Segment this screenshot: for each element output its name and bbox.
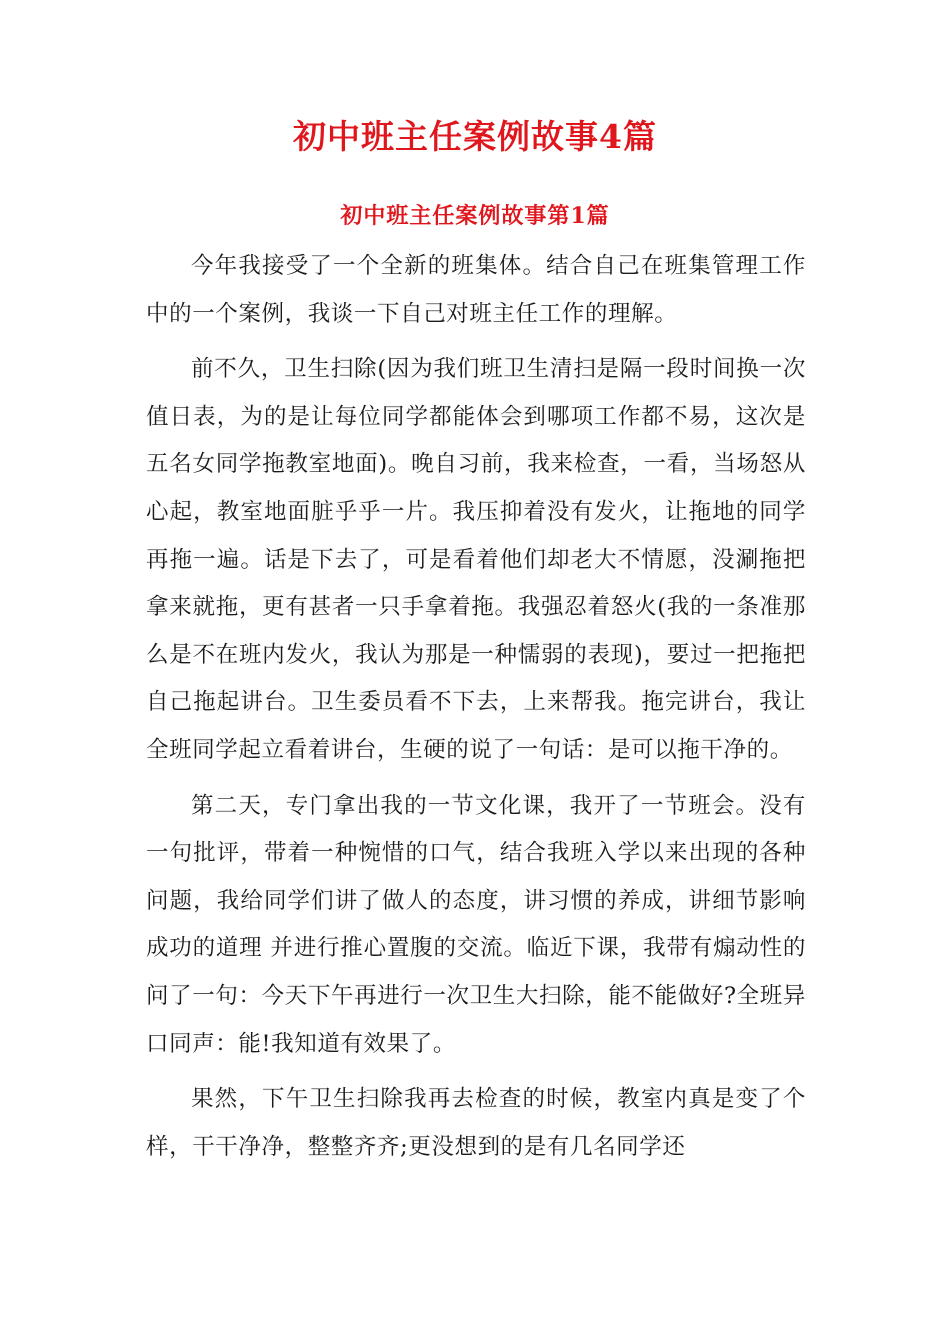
paragraph: 前不久，卫生扫除(因为我们班卫生清扫是隔一段时间换一次值日表，为的是让每位同学都能体会到哪项工作都不易，这次是五名女同学拖教室地面)。晚自习前，我来检查，一看，当场怒从心起，教室地面脏乎乎一片。我压抑着没有发火，让拖地的同学再拖一遍。话是下去了，可是看着他们却老大不情愿，没涮拖把拿来就拖，更有甚者一只手拿着拖。我强忍着怒火(我的一条准那么是不在班内发火，我认为那是一种懦弱的表现)，要过一把拖把自己拖起讲台。卫生委员看不下去，上来帮我。拖完讲台，我让全班同学起立看着讲台，生硬的说了一句话：是可以拖干净的。 bbox=[146, 356, 806, 763]
paragraph: 今年我接受了一个全新的班集体。结合自己在班集管理工作中的一个案例，我谈一下自己对班主任工作的理解。 bbox=[146, 253, 806, 327]
document-body bbox=[146, 243, 806, 1179]
section-title: 初中班主任案例故事第1篇 bbox=[340, 203, 610, 229]
document-title: 初中班主任案例故事4篇 bbox=[293, 117, 657, 156]
paragraph: 果然，下午卫生扫除我再去检查的时候，教室内真是变了个样，干干净净，整整齐齐;更没想到的是有几名同学还 bbox=[146, 1086, 806, 1160]
paragraph: 第二天，专门拿出我的一节文化课，我开了一节班会。没有一句批评，带着一种惋惜的口气，结合我班入学以来出现的各种问题，我给同学们讲了做人的态度，讲习惯的养成，讲细节影响成功的道理 并进行推心置腹的交流。临近下课，我带有煽动性的问了一句：今天下午再进行一次卫生大扫除，能不能做好?全班异口同声：能!我知道有效果了。 bbox=[146, 792, 806, 1057]
